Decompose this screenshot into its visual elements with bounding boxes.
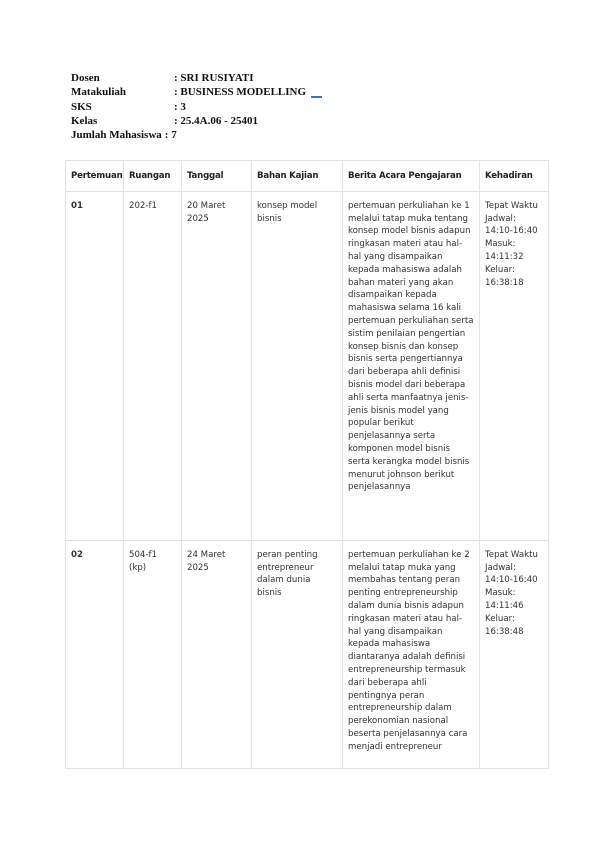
table-row	[66, 540, 549, 768]
jumlah-value: : 7	[164, 129, 177, 142]
cell-tanggal: 24 Maret 2025	[182, 540, 252, 768]
cell-kehadiran: Tepat Waktu Jadwal: 14:10-16:40 Masuk: 14:11:46 Keluar: 16:38:48	[480, 540, 549, 768]
kelas-value: : 25.4A.06 - 25401	[174, 114, 259, 127]
sks-value: : 3	[174, 100, 186, 113]
cell-kehadiran: Tepat Waktu Jadwal: 14:10-16:40 Masuk: 14:11:32 Keluar: 16:38:18	[480, 191, 549, 540]
dosen-value: : SRI RUSIYATI	[174, 72, 254, 84]
sks-label: SKS	[71, 100, 92, 113]
matakuliah-value: : BUSINESS MODELLING	[174, 86, 307, 99]
col-header-ruangan: Ruangan	[124, 161, 182, 192]
journal-table	[65, 160, 549, 769]
dashed-mark	[311, 96, 322, 98]
col-header-bahan-kajian: Bahan Kajian	[252, 161, 343, 192]
header-row-jumlah	[71, 128, 322, 142]
cell-bahan-kajian: konsep model bisnis	[252, 191, 343, 540]
col-header-kehadiran: Kehadiran	[480, 161, 549, 192]
cell-tanggal: 20 Maret 2025	[182, 191, 252, 540]
jumlah-label: Jumlah Mahasiswa	[71, 129, 162, 142]
header-row-matakuliah	[71, 85, 322, 99]
col-header-berita-acara: Berita Acara Pengajaran	[343, 161, 480, 192]
matakuliah-label: Matakuliah	[71, 86, 127, 99]
cell-bahan-kajian: peran penting entrepreneur dalam dunia bisnis	[252, 540, 343, 768]
cell-ruangan: 504-f1 (kp)	[124, 540, 182, 768]
cell-pertemuan: 02	[66, 540, 124, 768]
cell-berita-acara: pertemuan perkuliahan ke 2 melalui tatap muka yang membahas tentang peran penting entrepreneurship dalam dunia bisnis adapun ringkasan materi atau hal-hal yang disampaikan kepada mahasiswa diantaranya adalah definisi entrepreneurship termasuk dari beberapa ahli pentingnya peran entrepreneurship dalam perekonomian nasional beserta penjelasannya cara menjadi entrepreneur	[343, 540, 480, 768]
cell-ruangan: 202-f1	[124, 191, 182, 540]
dosen-label: Dosen	[71, 72, 100, 84]
header-row-kelas	[71, 114, 322, 128]
cell-pertemuan: 01	[66, 191, 124, 540]
header-row-dosen	[71, 71, 322, 85]
table-row	[66, 191, 549, 540]
cell-berita-acara: pertemuan perkuliahan ke 1 melalui tatap muka tentang konsep model bisnis adapun ringkasan materi atau hal-hal yang disampaikan kepada mahasiswa adalah bahan materi yang akan disampaikan kepada mahasiswa selama 16 kali pertemuan perkuliahan serta sistim penilaian pengertian konsep bisnis dan konsep bisnis serta pengertiannya dari beberapa ahli definisi bisnis model dari beberapa ahli serta manfaatnya jenis-jenis bisnis model yang popular berikut penjelasannya serta komponen model bisnis serta kerangka model bisnis menurut johnson berikut penjelasannya	[343, 191, 480, 540]
table-header-row	[66, 161, 549, 192]
col-header-pertemuan: Pertemuan	[66, 161, 124, 192]
header-info	[71, 71, 322, 142]
header-row-sks	[71, 100, 322, 114]
kelas-label: Kelas	[71, 114, 98, 127]
col-header-tanggal: Tanggal	[182, 161, 252, 192]
